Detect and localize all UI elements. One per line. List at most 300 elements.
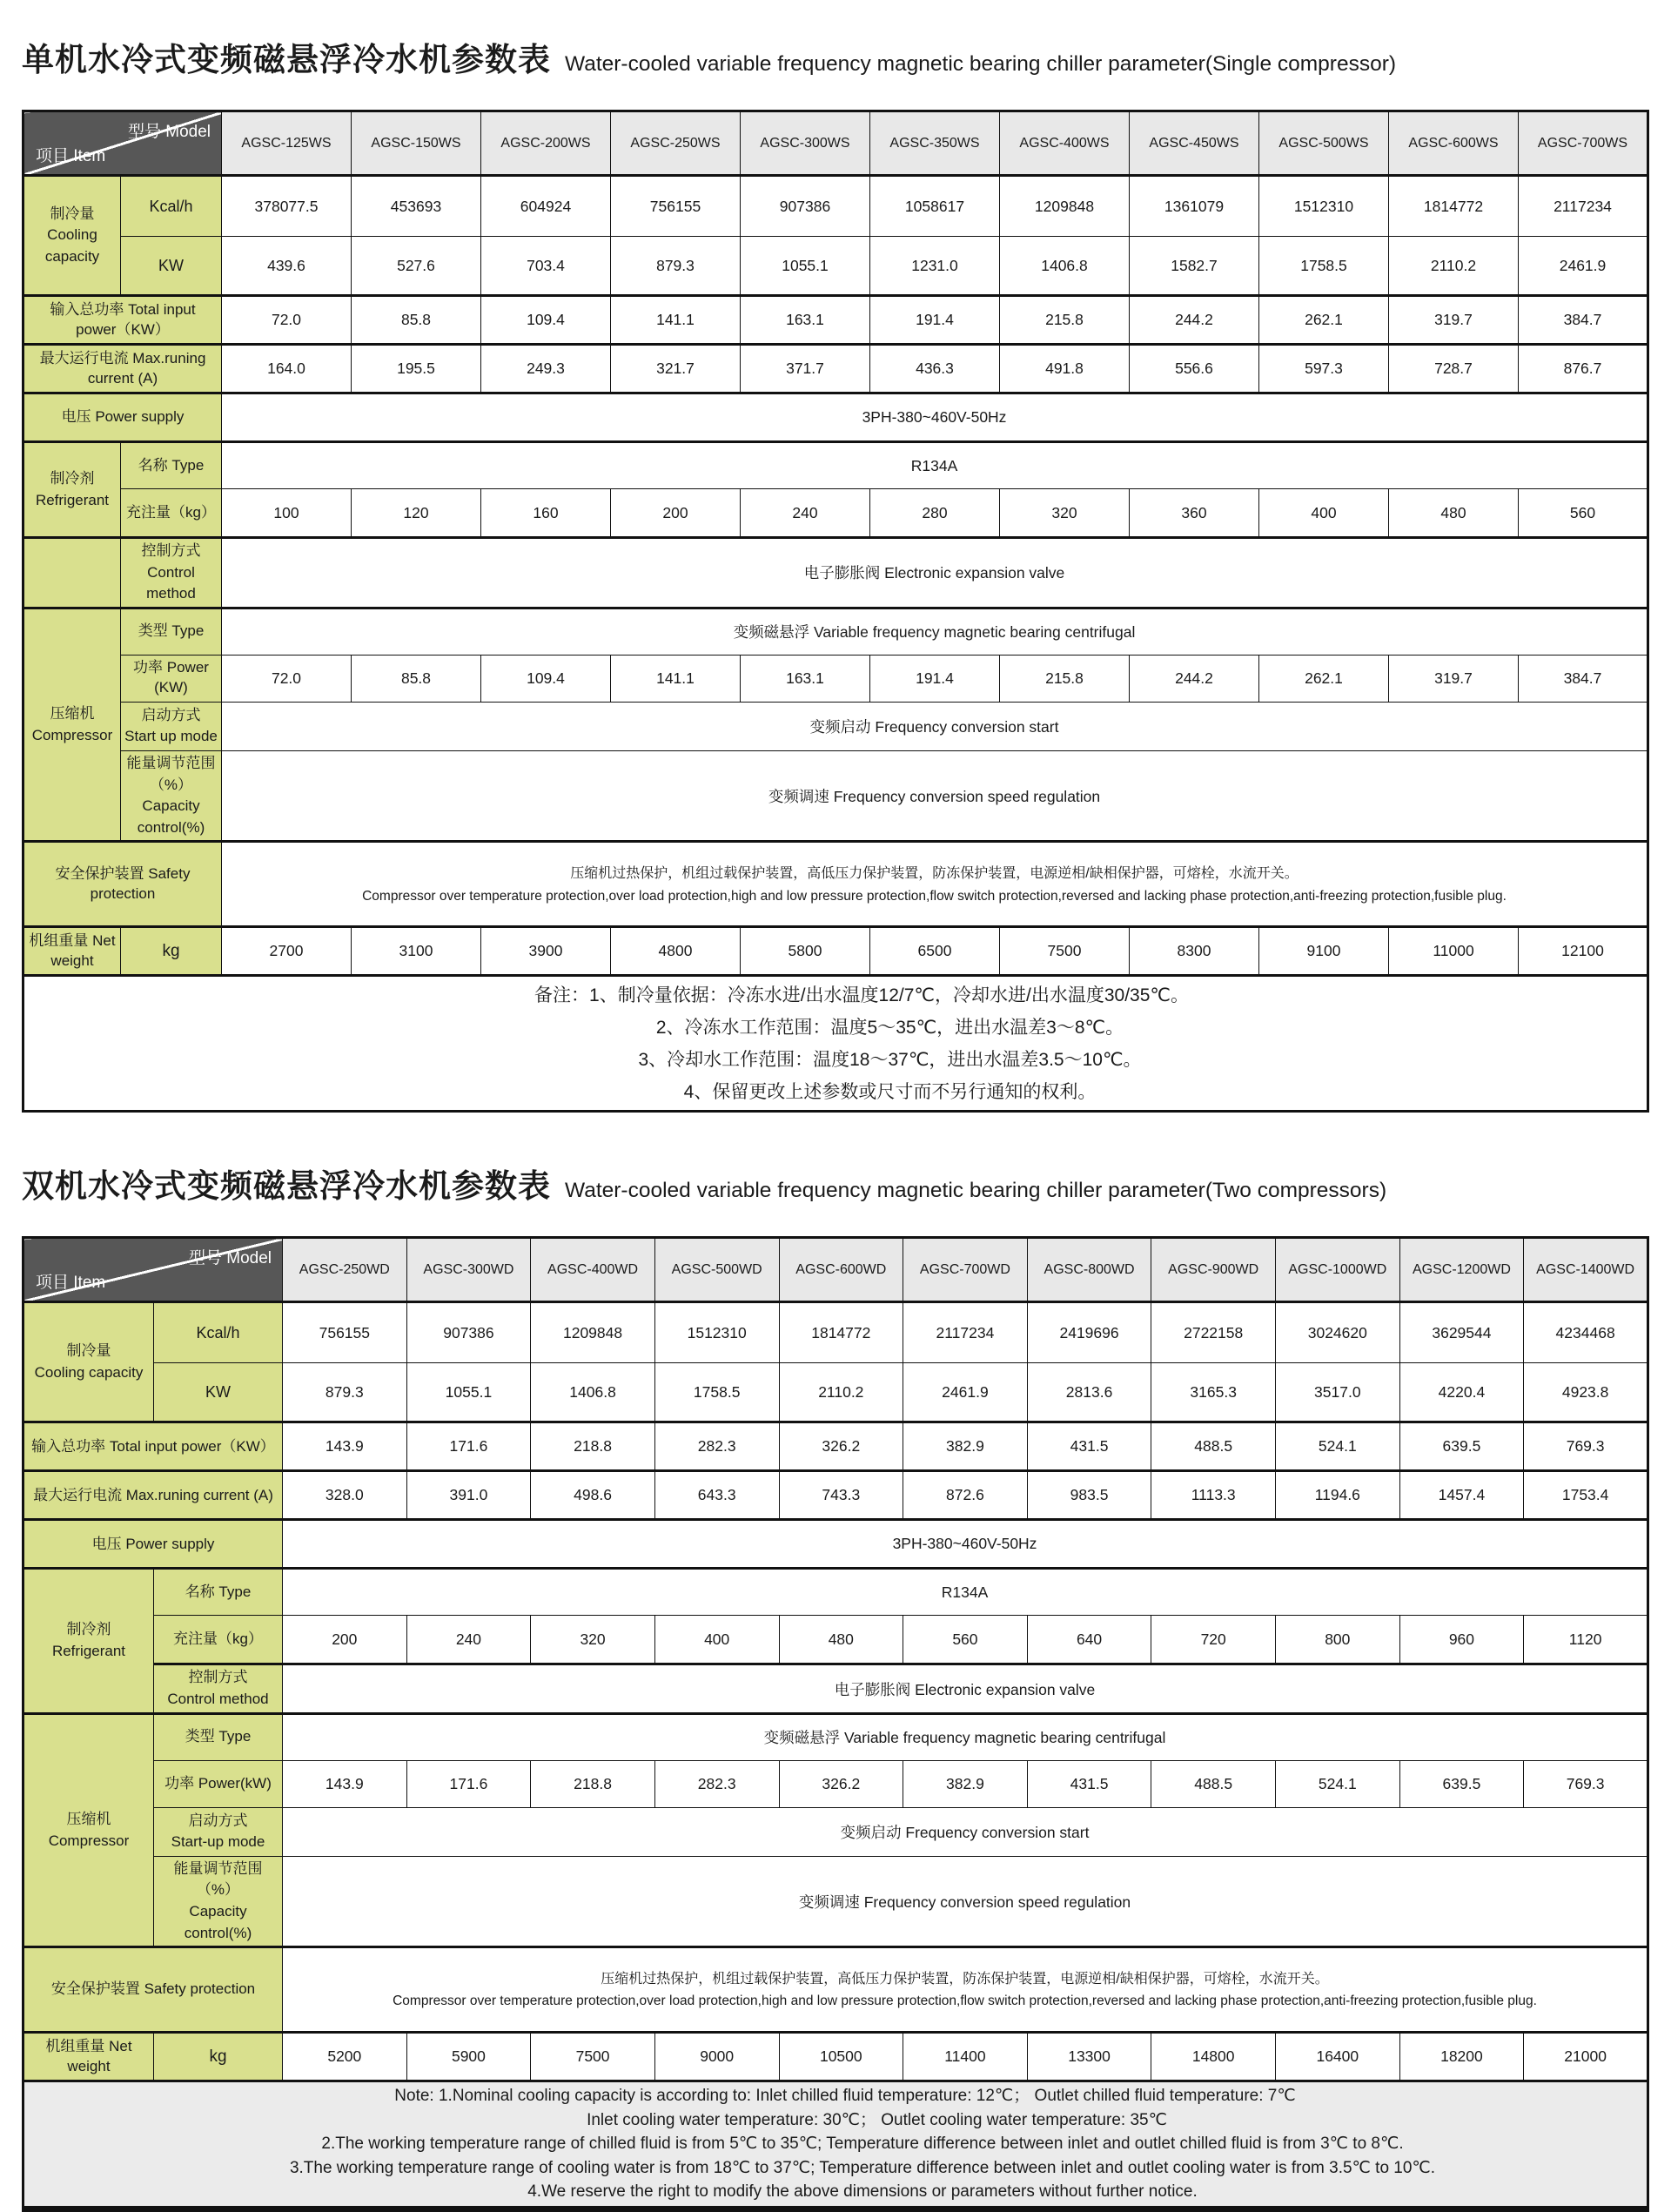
value-cell: 171.6 xyxy=(406,1760,531,1807)
note-line: 4.We reserve the right to modify the above dimensions or parameters without further notice. xyxy=(527,2182,1198,2202)
value-cell: 218.8 xyxy=(531,1422,655,1471)
value-cell: 2117234 xyxy=(1519,176,1648,237)
value-cell: 191.4 xyxy=(870,296,1000,345)
startup-mode-label xyxy=(121,702,222,750)
note-line: 3.The working temperature range of cooling water is from 18℃ to 37℃; Temperature difference between inlet and outlet cooling water is from 3.5℃ to 10℃. xyxy=(289,2158,1436,2177)
value-cell: 1753.4 xyxy=(1524,1471,1648,1520)
notes-row xyxy=(23,976,1648,1112)
refrigerant-type-row xyxy=(23,442,1648,489)
safety-text-zh: 压缩机过热保护，机组过载保护装置，高低压力保护装置，防冻保护装置，电源逆相/缺相保护器，可熔栓，水流开关。 xyxy=(601,1972,1329,1987)
value-cell: 2110.2 xyxy=(1389,237,1519,296)
datasheet-page xyxy=(22,0,1649,2212)
value-cell: 391.0 xyxy=(406,1471,531,1520)
cooling-kcal-row xyxy=(23,1302,1648,1363)
note-line: Inlet cooling water temperature: 30℃； Outlet cooling water temperature: 35℃ xyxy=(587,2110,1167,2129)
capacity-control-row xyxy=(23,1856,1648,1947)
value-cell: 560 xyxy=(1519,489,1648,538)
value-cell: 907386 xyxy=(741,176,870,237)
capacity-label-zh: 能量调节范围（%） xyxy=(173,1859,263,1899)
two-compressor-table xyxy=(22,1236,1649,2211)
value-cell: 3165.3 xyxy=(1151,1363,1276,1422)
value-cell: 328.0 xyxy=(283,1471,407,1520)
value-cell: 480 xyxy=(1389,489,1519,538)
value-cell: 280 xyxy=(870,489,1000,538)
value-cell: 360 xyxy=(1130,489,1259,538)
value-cell: 1055.1 xyxy=(406,1363,531,1422)
table1-title-zh: 单机水冷式变频磁悬浮冷水机参数表 xyxy=(22,42,551,77)
value-cell: 240 xyxy=(406,1616,531,1664)
startup-label-zh: 启动方式 xyxy=(141,706,201,723)
value-cell: 800 xyxy=(1276,1616,1400,1664)
cooling-label-en: Cooling capacity xyxy=(44,226,100,265)
note-line: 4、保留更改上述参数或尺寸而不另行通知的权利。 xyxy=(683,1081,1097,1102)
value-cell: 907386 xyxy=(406,1302,531,1363)
refrigerant-type-value: R134A xyxy=(283,1569,1648,1616)
capacity-control-label xyxy=(154,1856,283,1947)
compressor-type-value: 变频磁悬浮 Variable frequency magnetic bearing centrifugal xyxy=(222,608,1648,655)
value-cell: 597.3 xyxy=(1259,345,1389,393)
control-method-label xyxy=(121,538,222,608)
cooling-label-en: Cooling capacity xyxy=(34,1363,144,1381)
value-cell: 756155 xyxy=(283,1302,407,1363)
input-power-label: 输入总功率 Total input power（KW） xyxy=(23,296,222,345)
value-cell: 326.2 xyxy=(779,1760,903,1807)
model-header: AGSC-250WS xyxy=(611,111,741,176)
table2-title xyxy=(22,1160,1649,1207)
note-line: 2、冷冻水工作范围：温度5～35℃，进出水温差3～8℃。 xyxy=(655,1017,1124,1038)
control-label-zh: 控制方式 xyxy=(188,1669,248,1686)
control-label-en: Control method xyxy=(167,1691,269,1708)
value-cell: 639.5 xyxy=(1399,1760,1524,1807)
value-cell: 12100 xyxy=(1519,927,1648,976)
refrigerant-type-row xyxy=(23,1569,1648,1616)
control-method-value: 电子膨胀阀 Electronic expansion valve xyxy=(283,1664,1648,1713)
value-cell: 384.7 xyxy=(1519,296,1648,345)
refrigerant-charge-label: 充注量（kg） xyxy=(121,489,222,538)
value-cell: 2700 xyxy=(222,927,352,976)
value-cell: 720 xyxy=(1151,1616,1276,1664)
net-weight-label: 机组重量 Net weight xyxy=(23,927,121,976)
model-header: AGSC-125WS xyxy=(222,111,352,176)
model-header: AGSC-1400WD xyxy=(1524,1238,1648,1302)
startup-mode-label xyxy=(154,1807,283,1856)
value-cell: 643.3 xyxy=(654,1471,779,1520)
max-current-label: 最大运行电流 Max.runing current (A) xyxy=(23,345,222,393)
value-cell: 453693 xyxy=(352,176,481,237)
power-supply-value: 3PH-380~460V-50Hz xyxy=(283,1520,1648,1569)
compressor-type-value: 变频磁悬浮 Variable frequency magnetic bearing centrifugal xyxy=(283,1713,1648,1760)
value-cell: 728.7 xyxy=(1389,345,1519,393)
cooling-kw-row xyxy=(23,237,1648,296)
control-method-row xyxy=(23,538,1648,608)
capacity-control-value: 变频调速 Frequency conversion speed regulation xyxy=(283,1856,1648,1947)
refrigerant-charge-row xyxy=(23,1616,1648,1664)
value-cell: 143.9 xyxy=(283,1422,407,1471)
value-cell: 4923.8 xyxy=(1524,1363,1648,1422)
corner-model-label: 型号 Model xyxy=(188,1249,272,1268)
kcal-unit-label: Kcal/h xyxy=(154,1302,283,1363)
note-line: 2.The working temperature range of chilled fluid is from 5℃ to 35℃; Temperature difference between inlet and outlet chilled fluid is from 3℃ to 8℃. xyxy=(321,2135,1404,2154)
compressor-group xyxy=(23,608,121,842)
value-cell: 1113.3 xyxy=(1151,1471,1276,1520)
value-cell: 215.8 xyxy=(1000,655,1130,702)
value-cell: 1814772 xyxy=(779,1302,903,1363)
value-cell: 21000 xyxy=(1524,2033,1648,2081)
notes-row xyxy=(23,2081,1648,2209)
control-label-en: Control method xyxy=(146,563,196,602)
model-header-row xyxy=(23,111,1648,176)
value-cell: 100 xyxy=(222,489,352,538)
control-label-zh: 控制方式 xyxy=(141,542,201,559)
model-header: AGSC-900WD xyxy=(1151,1238,1276,1302)
value-cell: 480 xyxy=(779,1616,903,1664)
value-cell: 244.2 xyxy=(1130,655,1259,702)
kw-unit-label: KW xyxy=(121,237,222,296)
value-cell: 382.9 xyxy=(903,1760,1028,1807)
model-header: AGSC-600WS xyxy=(1389,111,1519,176)
model-header: AGSC-450WS xyxy=(1130,111,1259,176)
max-current-row xyxy=(23,1471,1648,1520)
net-weight-unit: kg xyxy=(154,2033,283,2081)
value-cell: 3900 xyxy=(481,927,611,976)
value-cell: 244.2 xyxy=(1130,296,1259,345)
value-cell: 7500 xyxy=(1000,927,1130,976)
value-cell: 1120 xyxy=(1524,1616,1648,1664)
compressor-type-label: 类型 Type xyxy=(121,608,222,655)
value-cell: 960 xyxy=(1399,1616,1524,1664)
model-header: AGSC-200WS xyxy=(481,111,611,176)
capacity-control-row xyxy=(23,750,1648,842)
model-header: AGSC-400WS xyxy=(1000,111,1130,176)
value-cell: 4800 xyxy=(611,927,741,976)
value-cell: 1406.8 xyxy=(1000,237,1130,296)
model-header: AGSC-1200WD xyxy=(1399,1238,1524,1302)
model-header: AGSC-300WS xyxy=(741,111,870,176)
safety-text xyxy=(283,1947,1648,2033)
value-cell: 85.8 xyxy=(352,655,481,702)
input-power-label: 输入总功率 Total input power（KW） xyxy=(23,1422,283,1471)
value-cell: 2110.2 xyxy=(779,1363,903,1422)
value-cell: 382.9 xyxy=(903,1422,1028,1471)
value-cell: 1512310 xyxy=(1259,176,1389,237)
value-cell: 1231.0 xyxy=(870,237,1000,296)
compressor-label-zh: 压缩机 xyxy=(50,705,95,723)
value-cell: 640 xyxy=(1027,1616,1151,1664)
value-cell: 604924 xyxy=(481,176,611,237)
control-method-label xyxy=(154,1664,283,1713)
value-cell: 1582.7 xyxy=(1130,237,1259,296)
table1-title-en: Water-cooled variable frequency magnetic bearing chiller parameter(Single compressor) xyxy=(565,52,1397,76)
value-cell: 879.3 xyxy=(283,1363,407,1422)
input-power-row xyxy=(23,296,1648,345)
value-cell: 10500 xyxy=(779,2033,903,2081)
value-cell: 879.3 xyxy=(611,237,741,296)
value-cell: 1758.5 xyxy=(1259,237,1389,296)
value-cell: 195.5 xyxy=(352,345,481,393)
input-power-row xyxy=(23,1422,1648,1471)
value-cell: 769.3 xyxy=(1524,1422,1648,1471)
value-cell: 2461.9 xyxy=(903,1363,1028,1422)
corner-header xyxy=(23,1238,283,1302)
cooling-label-zh: 制冷量 xyxy=(66,1342,111,1360)
compressor-type-row xyxy=(23,1713,1648,1760)
cooling-label-zh: 制冷量 xyxy=(50,205,95,222)
startup-mode-value: 变频启动 Frequency conversion start xyxy=(222,702,1648,750)
kw-unit-label: KW xyxy=(154,1363,283,1422)
kcal-unit-label: Kcal/h xyxy=(121,176,222,237)
startup-label-en: Start up mode xyxy=(124,728,218,745)
value-cell: 769.3 xyxy=(1524,1760,1648,1807)
value-cell: 215.8 xyxy=(1000,296,1130,345)
value-cell: 109.4 xyxy=(481,655,611,702)
power-supply-label: 电压 Power supply xyxy=(23,1520,283,1569)
value-cell: 498.6 xyxy=(531,1471,655,1520)
value-cell: 141.1 xyxy=(611,296,741,345)
cooling-capacity-group xyxy=(23,176,121,296)
control-method-value: 电子膨胀阀 Electronic expansion valve xyxy=(222,538,1648,608)
value-cell: 378077.5 xyxy=(222,176,352,237)
compressor-label-zh: 压缩机 xyxy=(66,1810,111,1827)
refrigerant-label-zh: 制冷剂 xyxy=(66,1621,111,1638)
corner-item-label: 项目 Item xyxy=(36,1274,106,1293)
value-cell: 983.5 xyxy=(1027,1471,1151,1520)
value-cell: 756155 xyxy=(611,176,741,237)
value-cell: 200 xyxy=(611,489,741,538)
model-header: AGSC-600WD xyxy=(779,1238,903,1302)
corner-model-label: 型号 Model xyxy=(127,123,211,141)
value-cell: 9000 xyxy=(654,2033,779,2081)
capacity-control-label xyxy=(121,750,222,842)
value-cell: 5200 xyxy=(283,2033,407,2081)
value-cell: 191.4 xyxy=(870,655,1000,702)
value-cell: 240 xyxy=(741,489,870,538)
value-cell: 1814772 xyxy=(1389,176,1519,237)
value-cell: 282.3 xyxy=(654,1422,779,1471)
value-cell: 16400 xyxy=(1276,2033,1400,2081)
value-cell: 2117234 xyxy=(903,1302,1028,1363)
power-supply-row xyxy=(23,393,1648,442)
value-cell: 4220.4 xyxy=(1399,1363,1524,1422)
note-line: Note: 1.Nominal cooling capacity is according to: Inlet chilled fluid temperature: 12℃； Outlet chilled fluid temperature: 7℃ xyxy=(394,2087,1296,2106)
value-cell: 319.7 xyxy=(1389,296,1519,345)
power-supply-label: 电压 Power supply xyxy=(23,393,222,442)
model-header-row xyxy=(23,1238,1648,1302)
value-cell: 6500 xyxy=(870,927,1000,976)
safety-text xyxy=(222,842,1648,927)
refrigerant-type-value: R134A xyxy=(222,442,1648,489)
value-cell: 14800 xyxy=(1151,2033,1276,2081)
net-weight-label: 机组重量 Net weight xyxy=(23,2033,154,2081)
model-header: AGSC-500WD xyxy=(654,1238,779,1302)
value-cell: 163.1 xyxy=(741,655,870,702)
model-header: AGSC-700WS xyxy=(1519,111,1648,176)
value-cell: 3024620 xyxy=(1276,1302,1400,1363)
power-supply-row xyxy=(23,1520,1648,1569)
cooling-kcal-row xyxy=(23,176,1648,237)
value-cell: 320 xyxy=(1000,489,1130,538)
startup-mode-row xyxy=(23,702,1648,750)
value-cell: 524.1 xyxy=(1276,1422,1400,1471)
value-cell: 262.1 xyxy=(1259,655,1389,702)
model-header: AGSC-1000WD xyxy=(1276,1238,1400,1302)
compressor-group xyxy=(23,1713,154,1947)
compressor-type-row xyxy=(23,608,1648,655)
value-cell: 872.6 xyxy=(903,1471,1028,1520)
value-cell: 3629544 xyxy=(1399,1302,1524,1363)
value-cell: 703.4 xyxy=(481,237,611,296)
model-header: AGSC-500WS xyxy=(1259,111,1389,176)
value-cell: 1209848 xyxy=(1000,176,1130,237)
value-cell: 282.3 xyxy=(654,1760,779,1807)
net-weight-unit: kg xyxy=(121,927,222,976)
cooling-capacity-group xyxy=(23,1302,154,1422)
table2-title-zh: 双机水冷式变频磁悬浮冷水机参数表 xyxy=(22,1168,551,1205)
single-compressor-table xyxy=(22,110,1649,1113)
compressor-power-label: 功率 Power (KW) xyxy=(121,655,222,702)
startup-mode-value: 变频启动 Frequency conversion start xyxy=(283,1807,1648,1856)
value-cell: 164.0 xyxy=(222,345,352,393)
safety-text-zh: 压缩机过热保护，机组过载保护装置，高低压力保护装置，防冻保护装置，电源逆相/缺相保护器，可熔栓，水流开关。 xyxy=(570,866,1299,882)
value-cell: 1512310 xyxy=(654,1302,779,1363)
model-header: AGSC-300WD xyxy=(406,1238,531,1302)
value-cell: 326.2 xyxy=(779,1422,903,1471)
startup-label-en: Start-up mode xyxy=(171,1833,265,1851)
safety-protection-row xyxy=(23,1947,1648,2033)
value-cell: 1209848 xyxy=(531,1302,655,1363)
net-weight-row xyxy=(23,2033,1648,2081)
value-cell: 85.8 xyxy=(352,296,481,345)
value-cell: 488.5 xyxy=(1151,1422,1276,1471)
value-cell: 488.5 xyxy=(1151,1760,1276,1807)
refrigerant-type-label: 名称 Type xyxy=(121,442,222,489)
table2-title-en: Water-cooled variable frequency magnetic bearing chiller parameter(Two compressors) xyxy=(565,1179,1387,1203)
value-cell: 400 xyxy=(1259,489,1389,538)
value-cell: 2813.6 xyxy=(1027,1363,1151,1422)
refrigerant-group xyxy=(23,1569,154,1713)
refrigerant-label-en: Refrigerant xyxy=(35,491,110,508)
cooling-kw-row xyxy=(23,1363,1648,1422)
safety-label: 安全保护装置 Safety protection xyxy=(23,1947,283,2033)
startup-label-zh: 启动方式 xyxy=(188,1812,248,1829)
value-cell: 109.4 xyxy=(481,296,611,345)
value-cell: 320 xyxy=(531,1616,655,1664)
value-cell: 527.6 xyxy=(352,237,481,296)
value-cell: 1361079 xyxy=(1130,176,1259,237)
value-cell: 1457.4 xyxy=(1399,1471,1524,1520)
value-cell: 743.3 xyxy=(779,1471,903,1520)
value-cell: 3517.0 xyxy=(1276,1363,1400,1422)
model-header: AGSC-400WD xyxy=(531,1238,655,1302)
capacity-label-en: Capacity control(%) xyxy=(184,1903,252,1941)
capacity-label-en: Capacity control(%) xyxy=(137,797,205,836)
capacity-label-zh: 能量调节范围（%） xyxy=(126,754,216,793)
value-cell: 319.7 xyxy=(1389,655,1519,702)
value-cell: 431.5 xyxy=(1027,1760,1151,1807)
model-header: AGSC-150WS xyxy=(352,111,481,176)
max-current-label: 最大运行电流 Max.runing current (A) xyxy=(23,1471,283,1520)
value-cell: 1058617 xyxy=(870,176,1000,237)
value-cell: 7500 xyxy=(531,2033,655,2081)
refrigerant-label-zh: 制冷剂 xyxy=(50,469,95,487)
corner-header xyxy=(23,111,222,176)
model-header: AGSC-800WD xyxy=(1027,1238,1151,1302)
value-cell: 2461.9 xyxy=(1519,237,1648,296)
empty-group-cell xyxy=(23,538,121,608)
compressor-power-row xyxy=(23,1760,1648,1807)
refrigerant-label-en: Refrigerant xyxy=(51,1643,126,1660)
value-cell: 321.7 xyxy=(611,345,741,393)
value-cell: 160 xyxy=(481,489,611,538)
compressor-type-label: 类型 Type xyxy=(154,1713,283,1760)
refrigerant-type-label: 名称 Type xyxy=(154,1569,283,1616)
notes-cell xyxy=(23,2081,1648,2209)
value-cell: 876.7 xyxy=(1519,345,1648,393)
value-cell: 4234468 xyxy=(1524,1302,1648,1363)
value-cell: 524.1 xyxy=(1276,1760,1400,1807)
control-method-row xyxy=(23,1664,1648,1713)
table1-title xyxy=(22,33,1649,80)
net-weight-row xyxy=(23,927,1648,976)
value-cell: 1758.5 xyxy=(654,1363,779,1422)
refrigerant-charge-row xyxy=(23,489,1648,538)
value-cell: 431.5 xyxy=(1027,1422,1151,1471)
value-cell: 384.7 xyxy=(1519,655,1648,702)
value-cell: 639.5 xyxy=(1399,1422,1524,1471)
capacity-control-value: 变频调速 Frequency conversion speed regulation xyxy=(222,750,1648,842)
value-cell: 72.0 xyxy=(222,296,352,345)
value-cell: 5900 xyxy=(406,2033,531,2081)
model-header: AGSC-350WS xyxy=(870,111,1000,176)
value-cell: 120 xyxy=(352,489,481,538)
refrigerant-group xyxy=(23,442,121,538)
value-cell: 9100 xyxy=(1259,927,1389,976)
compressor-label-en: Compressor xyxy=(31,726,113,743)
safety-text-en: Compressor over temperature protection,over load protection,high and low pressure protection,flow switch protection,reversed and lacking phase protection,anti-freezing protection,fusible plug. xyxy=(393,1993,1537,2009)
value-cell: 143.9 xyxy=(283,1760,407,1807)
value-cell: 371.7 xyxy=(741,345,870,393)
value-cell: 249.3 xyxy=(481,345,611,393)
value-cell: 262.1 xyxy=(1259,296,1389,345)
max-current-row xyxy=(23,345,1648,393)
value-cell: 171.6 xyxy=(406,1422,531,1471)
compressor-power-row xyxy=(23,655,1648,702)
value-cell: 141.1 xyxy=(611,655,741,702)
value-cell: 439.6 xyxy=(222,237,352,296)
value-cell: 436.3 xyxy=(870,345,1000,393)
value-cell: 1055.1 xyxy=(741,237,870,296)
value-cell: 560 xyxy=(903,1616,1028,1664)
value-cell: 13300 xyxy=(1027,2033,1151,2081)
value-cell: 1406.8 xyxy=(531,1363,655,1422)
value-cell: 18200 xyxy=(1399,2033,1524,2081)
value-cell: 2419696 xyxy=(1027,1302,1151,1363)
value-cell: 8300 xyxy=(1130,927,1259,976)
value-cell: 11000 xyxy=(1389,927,1519,976)
safety-label: 安全保护装置 Safety protection xyxy=(23,842,222,927)
value-cell: 2722158 xyxy=(1151,1302,1276,1363)
startup-mode-row xyxy=(23,1807,1648,1856)
compressor-label-en: Compressor xyxy=(48,1832,130,1849)
value-cell: 556.6 xyxy=(1130,345,1259,393)
value-cell: 163.1 xyxy=(741,296,870,345)
value-cell: 3100 xyxy=(352,927,481,976)
safety-text-en: Compressor over temperature protection,over load protection,high and low pressure protection,flow switch protection,reversed and lacking phase protection,anti-freezing protection,fusible plug. xyxy=(362,888,1507,904)
notes-cell xyxy=(23,976,1648,1112)
value-cell: 491.8 xyxy=(1000,345,1130,393)
model-header: AGSC-700WD xyxy=(903,1238,1028,1302)
value-cell: 200 xyxy=(283,1616,407,1664)
safety-protection-row xyxy=(23,842,1648,927)
